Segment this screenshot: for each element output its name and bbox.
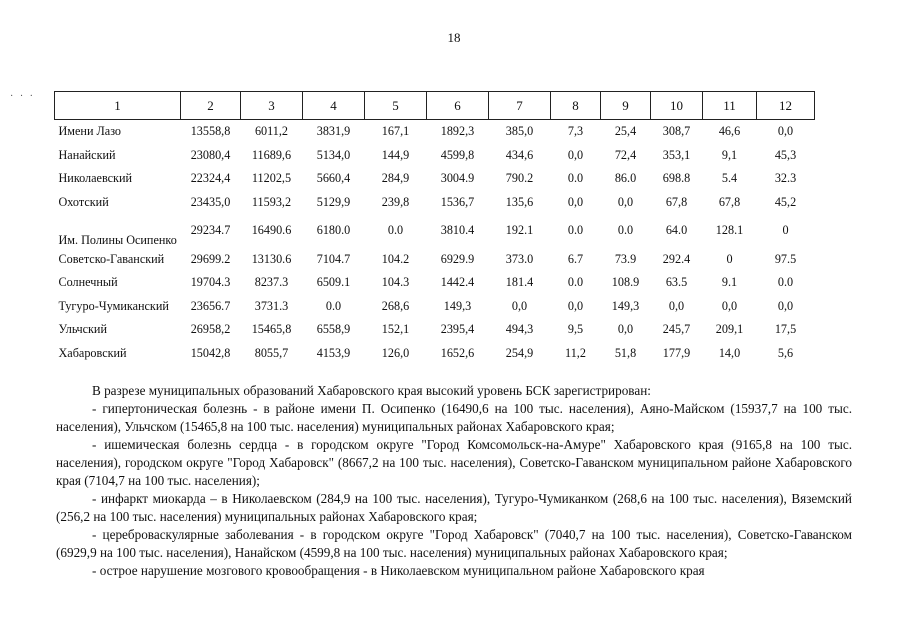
table-cell: 0,0 (668, 298, 685, 313)
table-cell: 0,0 (511, 298, 528, 313)
table-cell: 149,3 (611, 298, 640, 313)
district-name: Николаевский (58, 171, 133, 186)
table-cell: 46,6 (718, 124, 741, 139)
table-cell: 104.3 (381, 275, 410, 290)
table-cell: 0,0 (777, 298, 794, 313)
table-cell: 13558,8 (190, 124, 231, 139)
table-cell: 434,6 (505, 147, 534, 162)
table-cell: 0.0 (567, 223, 584, 238)
table-cell: 0,0 (617, 195, 634, 210)
list-paragraph: - инфаркт миокарда – в Николаевском (284,9 на 100 тыс. населения), Тугуро-Чумиканком (268,6 на 100 тыс. населения), Вяземский (256,2 на 100 тыс. населения) муниципальных районах Хабаровского края; (56, 491, 852, 524)
table-row (55, 214, 815, 247)
table-cell: 494,3 (505, 322, 534, 337)
table-cell: 6929.9 (440, 251, 475, 266)
table-cell: 5129,9 (316, 195, 351, 210)
table-cell: 292.4 (662, 251, 691, 266)
table-cell: 0,0 (721, 298, 738, 313)
table-cell: 11,2 (565, 346, 586, 361)
table-cell: 4599,8 (440, 147, 475, 162)
column-header: 4 (303, 92, 365, 120)
district-name: Им. Полины Осипенко (58, 233, 177, 248)
table-cell: 0 (726, 251, 733, 266)
table-cell: 11689,6 (251, 147, 292, 162)
column-header: 1 (55, 92, 181, 120)
table-cell: 6.7 (567, 251, 584, 266)
table-cell: 9,5 (567, 322, 584, 337)
table-row (55, 295, 815, 319)
table-cell: 23656.7 (190, 298, 231, 313)
table-cell: 3731.3 (254, 298, 289, 313)
table-cell: 0.0 (567, 171, 584, 186)
statistics-table (54, 91, 815, 365)
table-cell: 126,0 (381, 346, 410, 361)
table-cell: 15465,8 (251, 322, 292, 337)
table-cell: 104.2 (381, 251, 410, 266)
table-cell: 144,9 (381, 147, 410, 162)
table-row (55, 247, 815, 271)
page-number: 18 (447, 30, 461, 45)
district-name: Ульчский (58, 322, 107, 337)
table-header (55, 92, 815, 120)
table-cell: 73.9 (614, 251, 637, 266)
table-row (55, 191, 815, 215)
table-cell: 45,3 (774, 147, 797, 162)
table-cell: 13130.6 (251, 251, 292, 266)
table-cell: 63.5 (665, 275, 688, 290)
table-cell: 385,0 (505, 124, 534, 139)
table-cell: 0,0 (567, 298, 584, 313)
table-cell: 0 (782, 223, 789, 238)
column-header: 9 (601, 92, 651, 120)
table-row (55, 144, 815, 168)
district-name: Советско-Гаванский (58, 251, 165, 266)
table-cell: 15042,8 (190, 346, 231, 361)
table-row (55, 342, 815, 366)
table-cell: 9,1 (721, 147, 738, 162)
scan-mark: · · · (10, 91, 35, 102)
table-cell: 181.4 (505, 275, 534, 290)
table-cell: 1536,7 (440, 195, 475, 210)
table-cell: 0,0 (567, 195, 584, 210)
column-header: 5 (365, 92, 427, 120)
table-cell: 23435,0 (190, 195, 231, 210)
table-cell: 4153,9 (316, 346, 351, 361)
table-cell: 17,5 (774, 322, 797, 337)
list-paragraph: - ишемическая болезнь сердца - в городском округе "Город Комсомольск-на-Амуре" Хабаровского края (9165,8 на 100 тыс. населения), городском округе "Город Хабаровск" (8667,2 на 100 тыс. населения), Советско-Гаванском муниципальном районе Хабаровского края (7104,7 на 100 тыс. населения); (56, 437, 852, 488)
table-row (55, 271, 815, 295)
table-cell: 6011,2 (254, 124, 289, 139)
table-cell: 0.0 (777, 275, 794, 290)
table-cell: 177,9 (662, 346, 691, 361)
table-cell: 29699.2 (190, 251, 231, 266)
table-cell: 14,0 (718, 346, 741, 361)
table-cell: 23080,4 (190, 147, 231, 162)
table-cell: 11202,5 (251, 171, 292, 186)
table-cell: 67,8 (665, 195, 688, 210)
district-name: Охотский (58, 195, 109, 210)
table-cell: 6509.1 (316, 275, 351, 290)
table-cell: 25,4 (614, 124, 637, 139)
district-name: Имени Лазо (58, 124, 122, 139)
table-cell: 3810.4 (440, 223, 475, 238)
table-cell: 209,1 (715, 322, 744, 337)
table-row (55, 120, 815, 144)
table-row (55, 318, 815, 342)
table-cell: 0.0 (325, 298, 342, 313)
table-cell: 353,1 (662, 147, 691, 162)
column-header: 6 (427, 92, 489, 120)
table-cell: 97.5 (774, 251, 797, 266)
table-cell: 22324,4 (190, 171, 231, 186)
table-cell: 8237.3 (254, 275, 289, 290)
table-cell: 5.4 (721, 171, 738, 186)
intro-paragraph: В разрезе муниципальных образований Хабаровского края высокий уровень БСК зарегистрирован: (92, 383, 651, 398)
table-cell: 0.0 (387, 223, 404, 238)
table-cell: 45,2 (774, 195, 797, 210)
district-name: Тугуро-Чумиканский (58, 298, 169, 313)
table-cell: 3004.9 (440, 171, 475, 186)
table-cell: 51,8 (614, 346, 637, 361)
table-cell: 5,6 (777, 346, 794, 361)
table-cell: 67,8 (718, 195, 741, 210)
table-cell: 284,9 (381, 171, 410, 186)
table-cell: 790.2 (505, 171, 534, 186)
table-cell: 268,6 (381, 298, 410, 313)
table-cell: 308,7 (662, 124, 691, 139)
table-cell: 6558,9 (316, 322, 351, 337)
header-row (55, 92, 815, 120)
table-cell: 6180.0 (316, 223, 351, 238)
table-cell: 16490.6 (251, 223, 292, 238)
table-row (55, 167, 815, 191)
table-cell: 7,3 (567, 124, 584, 139)
district-name: Нанайский (58, 147, 116, 162)
table-cell: 72,4 (614, 147, 637, 162)
table-cell: 11593,2 (251, 195, 292, 210)
column-header: 7 (489, 92, 551, 120)
column-header: 8 (551, 92, 601, 120)
district-name: Хабаровский (58, 346, 127, 361)
table-cell: 1652,6 (440, 346, 475, 361)
table-cell: 2395,4 (440, 322, 475, 337)
table-cell: 0,0 (567, 147, 584, 162)
table-cell: 3831,9 (316, 124, 351, 139)
body-text (56, 382, 852, 580)
column-header: 2 (181, 92, 241, 120)
table-cell: 26958,2 (190, 322, 231, 337)
column-header: 3 (241, 92, 303, 120)
list-paragraph: - острое нарушение мозгового кровообращения - в Николаевском муниципальном районе Хабаровского края (92, 563, 705, 578)
table-cell: 32.3 (774, 171, 797, 186)
table-cell: 239,8 (381, 195, 410, 210)
table-cell: 192.1 (505, 223, 534, 238)
table-cell: 149,3 (443, 298, 472, 313)
column-header: 10 (651, 92, 703, 120)
table-cell: 86.0 (614, 171, 637, 186)
table-cell: 245,7 (662, 322, 691, 337)
table-cell: 19704.3 (190, 275, 231, 290)
table-cell: 5134,0 (316, 147, 351, 162)
table-cell: 29234.7 (190, 223, 231, 238)
column-header: 12 (757, 92, 815, 120)
table-cell: 373.0 (505, 251, 534, 266)
table-cell: 5660,4 (316, 171, 351, 186)
table-cell: 9.1 (721, 275, 738, 290)
table-cell: 698.8 (662, 171, 691, 186)
table-cell: 1892,3 (440, 124, 475, 139)
table-body (55, 120, 815, 366)
list-paragraph: - гипертоническая болезнь - в районе имени П. Осипенко (16490,6 на 100 тыс. населения), Аяно-Майском (15937,7 на 100 тыс. населения), Ульчском (15465,8 на 100 тыс. населения) муниципальных районах Хабаровского края; (56, 401, 852, 434)
table-cell: 0,0 (777, 124, 794, 139)
table-cell: 0.0 (567, 275, 584, 290)
table-cell: 1442.4 (440, 275, 475, 290)
district-name: Солнечный (58, 275, 118, 290)
table-cell: 254,9 (505, 346, 534, 361)
table-cell: 128.1 (715, 223, 744, 238)
table-cell: 0.0 (617, 223, 634, 238)
table-cell: 167,1 (381, 124, 410, 139)
table-cell: 64.0 (665, 223, 688, 238)
table-cell: 0,0 (617, 322, 634, 337)
table-cell: 135,6 (505, 195, 534, 210)
table-cell: 7104.7 (316, 251, 351, 266)
table-cell: 152,1 (381, 322, 410, 337)
table-cell: 108.9 (611, 275, 640, 290)
column-header: 11 (703, 92, 757, 120)
list-paragraph: - цереброваскулярные заболевания - в городском округе "Город Хабаровск" (7040,7 на 100 тыс. населения), Советско-Гаванском (6929,9 на 100 тыс. населения), Нанайском (4599,8 на 100 тыс. населения) муниципальных районах Хабаровского края; (56, 527, 852, 560)
table-cell: 8055,7 (254, 346, 289, 361)
